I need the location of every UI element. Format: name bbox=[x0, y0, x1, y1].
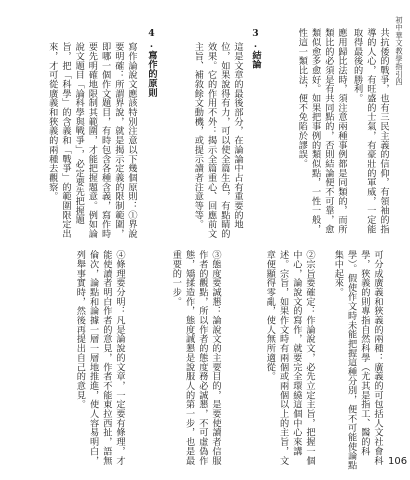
text-block-col-a: 共抗倭的戰爭，也有三民主義的信仰，有領袖的指導的人心，有旺盛的士氣，有豪壯的軍威，一定能取得最後的勝利。 bbox=[352, 28, 389, 234]
section-heading-conclusion: 3.結論 bbox=[250, 28, 261, 69]
text-block-col-h: ④條理要分明：凡是論說的文章，一定要有條理，才能使讀者明白作者的意見，作者不能東拉西扯，語無倫次，論點和論據一層一層地推進，使人容易明白，列舉事實時，然後再提出自己的意見。 bbox=[74, 250, 125, 466]
text-block-col-d: 寫作論說文應該特別注意以下幾個原則：①界說要明確：所謂界說，就是揭示定義的限制範圍，即哪一個作文題目，有時包含各種含義，寫作時要先明確地限制其範圍，才能把握題意。例如論說文題目「論科學與戰爭」，必定要先把握題旨，把「科學」的含義和「戰爭」的範圍限定出來，才可從廣義和狹義的兩種去觀察。 bbox=[46, 42, 137, 239]
text-block-col-g: ③態度要誠懇：論說文的主要目的，是要使讀者信服作者的觀點，所以作者的態度務必誠懇，不可虛偽作態，矯揉造作，態度誠懇是說服人的第一步，也是最重要的一步。 bbox=[170, 250, 221, 466]
text-block-col-e: 可分成廣義和狹義的兩種：廣義的可包括人文社會科學，狹義的則專指自然科學（尤其是指工、醫的科學）。假使作文時未能把握這種分別，便不可能使論點集中起來。 bbox=[332, 250, 383, 470]
text-block-col-c: 這是文章的最後部分，在論論中占有重要的地位，如果說得有力，可以使全篇生色，有點睛的效果。它的作用不外：揭示全篇重心、回應前文主旨、補敘餘文動機，或提示讀者注意等等。 bbox=[192, 42, 243, 239]
text-block-col-f: ②宗旨要確定：作論說文，必先立定主旨，把握一個中心，論說文的寫作，就要完全環繞這個中心來講述。宗旨，如果作文時有兩個或兩個以上的主旨，文章便顯得零亂，使人無所適從。 bbox=[264, 250, 315, 466]
running-header: 初中華文教學指引四 bbox=[395, 16, 404, 87]
section-heading-principles: 4.寫作的原則 bbox=[146, 28, 157, 98]
text-block-col-b: 應用歸比法時，須注意兩種事例都是同類的，而所類比的必須是有共同點的，否則結論便不可靠，愈類似愈多愈好。如果把事例的類似點，一性一般，性這一類比法，便不免陷於謬誤。 bbox=[296, 28, 347, 234]
page-number: 106 bbox=[388, 456, 408, 467]
